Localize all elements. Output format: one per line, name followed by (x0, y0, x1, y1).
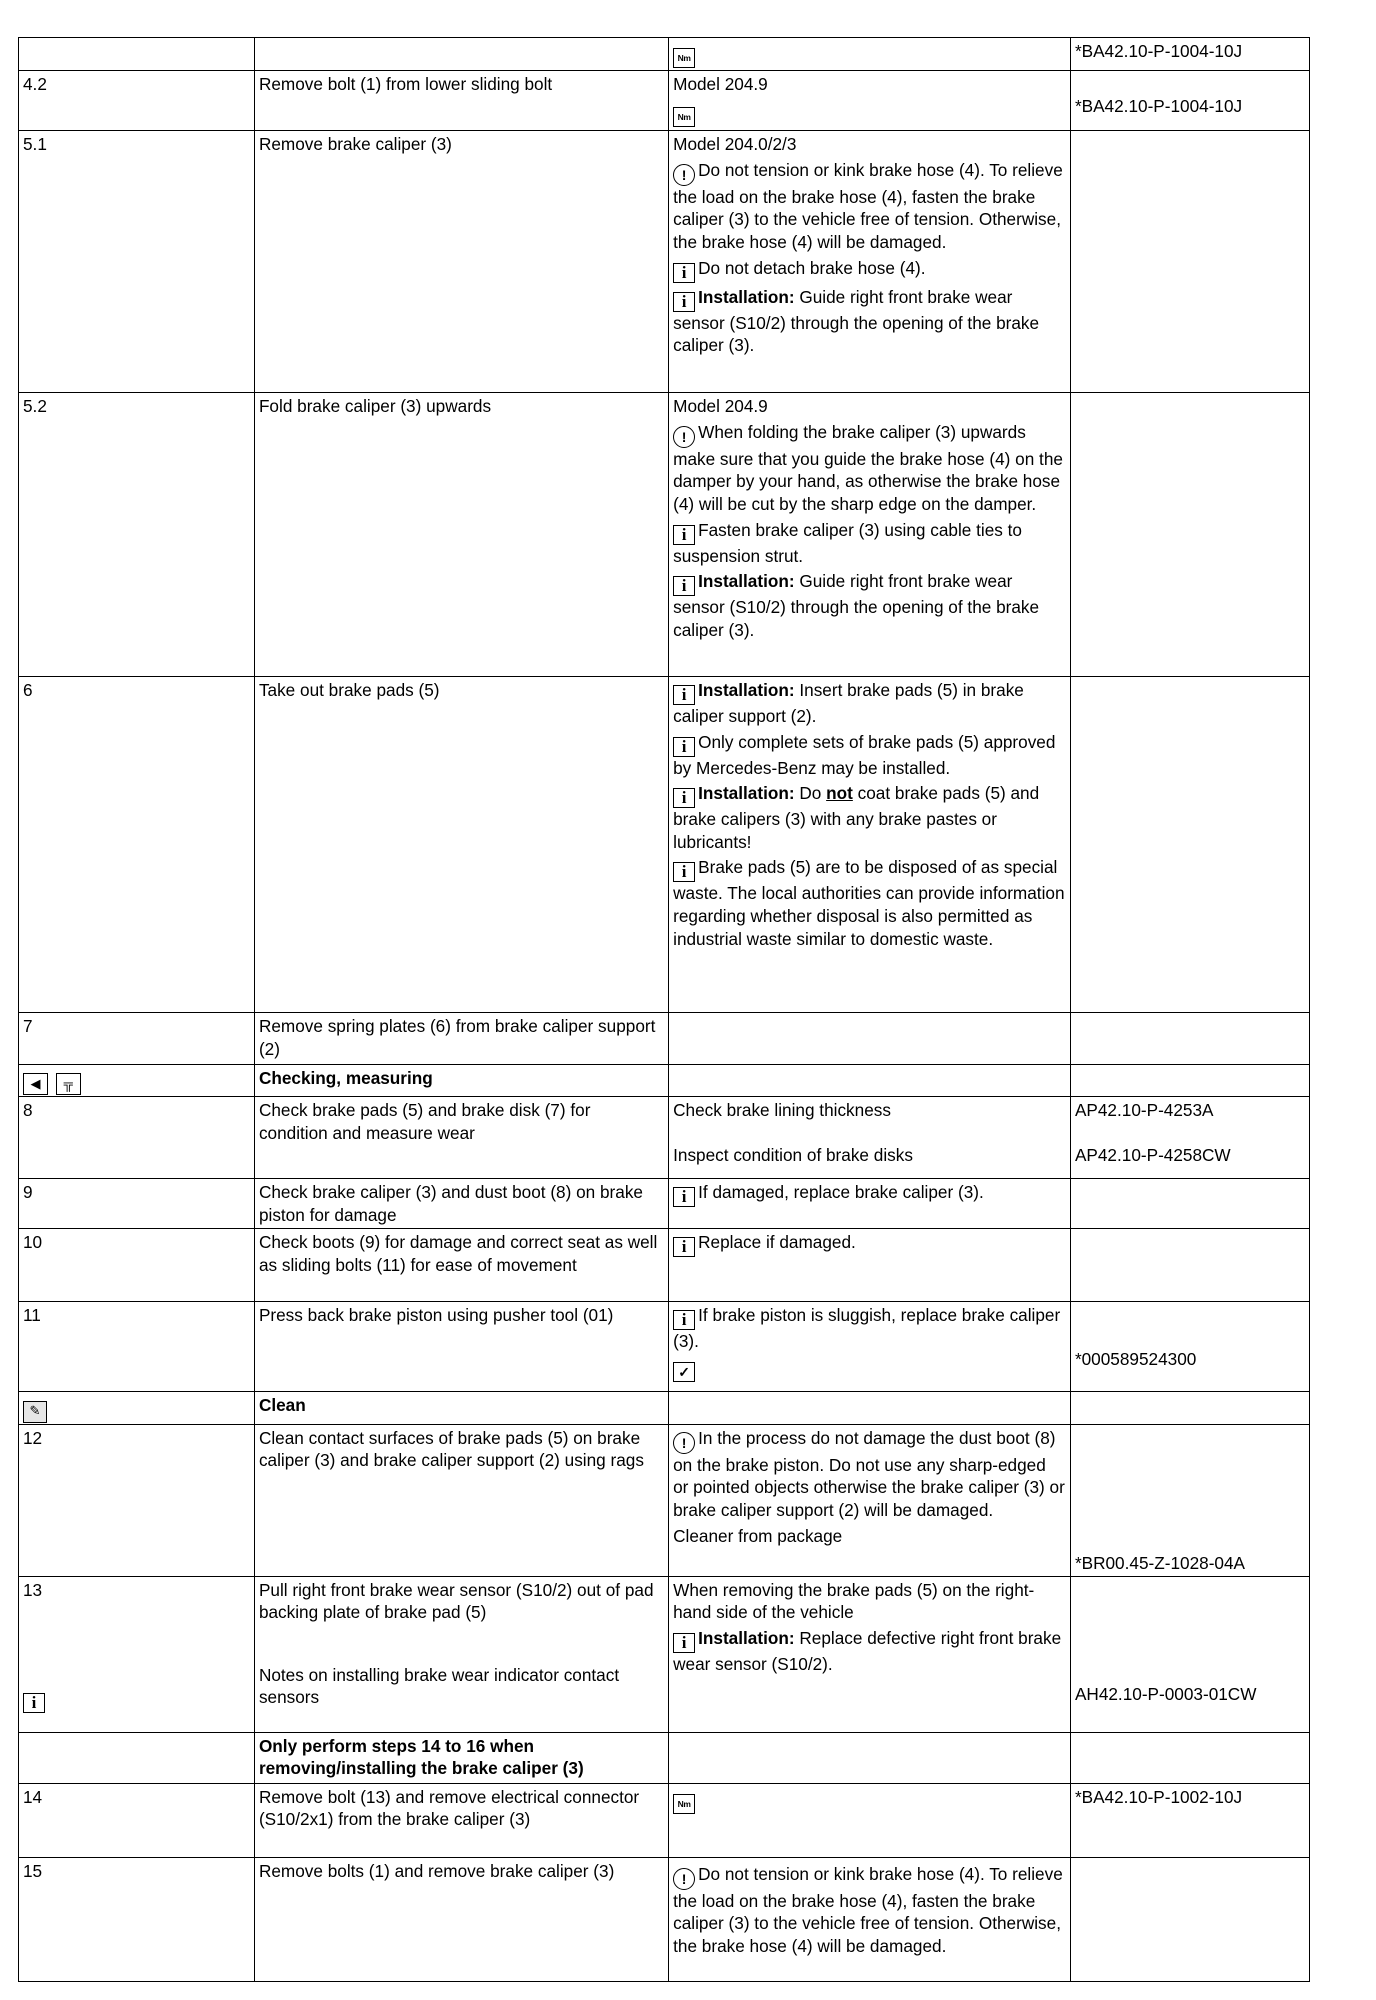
info-icon: i (673, 525, 695, 545)
step-number: 12 (23, 1427, 43, 1448)
note-cell (669, 1302, 1071, 1392)
warning-text: Do not tension or kink brake hose (4). To relieve the load on the brake hose (4), fasten the brake caliper (3) to the vehicle free of tension. Otherwise, the brake hose (4) will be damaged. (673, 1863, 1063, 1957)
action-cell (254, 677, 668, 1013)
action-cell (254, 1097, 668, 1179)
table-row (19, 1783, 1310, 1857)
info-icon: i (673, 1237, 695, 1257)
section-row (19, 1732, 1310, 1783)
action-text: Fold brake caliper (3) upwards (258, 396, 492, 416)
note-cell (669, 1392, 1071, 1424)
box-key-icon: ╦ (56, 1073, 81, 1095)
section-icon-cell (19, 1392, 255, 1424)
info-text: Insert brake pads (5) in brake caliper support (2). (673, 680, 1024, 726)
ref-cell[interactable] (1070, 1302, 1309, 1392)
info-text: Guide right front brake wear sensor (S10/2) through the opening of the brake caliper (3). (673, 286, 1040, 356)
action-text: Check brake pads (5) and brake disk (7) for condition and measure wear (258, 1100, 591, 1143)
step-cell (19, 1013, 255, 1065)
info-text: coat brake pads (5) and brake calipers (3) with any brake pastes or lubricants! (673, 783, 1040, 852)
note-cell (669, 677, 1071, 1013)
action-text: Remove bolt (13) and remove electrical connector (S10/2x1) from the brake caliper (3) (258, 1786, 640, 1830)
info-text: Do not detach brake hose (4). (698, 257, 926, 278)
torque-nm-icon: Nm (673, 107, 695, 127)
warning-icon: ! (673, 164, 695, 186)
note-text: Check brake lining thickness (673, 1100, 891, 1121)
note-cell (669, 1229, 1071, 1302)
step-number: 6 (23, 680, 33, 700)
ref-cell (1070, 131, 1309, 393)
step-cell (19, 38, 255, 71)
warning-text: In the process do not damage the dust boot (8) on the brake piston. Do not use any sharp-edged or pointed objects otherwise the brake caliper (3) or brake caliper support (2) will be damaged. (673, 1427, 1065, 1521)
ref-link[interactable]: *000589524300 (1074, 1349, 1197, 1370)
clean-icon: ✎ (23, 1401, 47, 1423)
note-text: Cleaner from package (673, 1525, 843, 1546)
step-cell (19, 1229, 255, 1302)
action-text: Remove bolt (1) from lower sliding bolt (258, 74, 553, 94)
installation-label: Installation: (698, 1627, 795, 1648)
info-icon: i (673, 1633, 695, 1653)
ref-link[interactable]: *BR00.45-Z-1028-04A (1074, 1553, 1245, 1573)
step-number: 13 (23, 1579, 43, 1600)
table-row (19, 1857, 1310, 1981)
step-cell (19, 1424, 255, 1576)
step-cell (19, 393, 255, 677)
info-icon: i (673, 292, 695, 312)
table-row (19, 1576, 1310, 1732)
action-cell (254, 393, 668, 677)
note-cell (669, 131, 1071, 393)
action-text: Pull right front brake wear sensor (S10/2) out of pad backing plate of brake pad (5) (258, 1579, 654, 1623)
info-icon: i (673, 1187, 695, 1207)
info-text: Replace defective right front brake wear sensor (S10/2). (673, 1627, 1062, 1674)
step-cell (19, 1179, 255, 1229)
step-number: 4.2 (23, 74, 47, 94)
table-row (19, 71, 1310, 131)
box-arrow-icon: ◀ (23, 1073, 48, 1095)
step-cell (19, 131, 255, 393)
note-cell (669, 1097, 1071, 1179)
table-row (19, 1302, 1310, 1392)
table-row (19, 677, 1310, 1013)
note-cell (669, 1179, 1071, 1229)
info-icon: i (673, 862, 695, 882)
action-text: Clean contact surfaces of brake pads (5) on brake caliper (3) and brake caliper support (2) using rags (258, 1427, 644, 1471)
step-cell (19, 71, 255, 131)
ref-link[interactable]: *BA42.10-P-1004-10J (1074, 96, 1243, 116)
action-cell (254, 131, 668, 393)
ref-cell (1070, 1392, 1309, 1424)
info-icon: i (673, 1310, 695, 1330)
info-text: Guide right front brake wear sensor (S10/2) through the opening of the brake caliper (3). (673, 571, 1040, 640)
installation-label: Installation: (698, 571, 795, 592)
action-cell (254, 71, 668, 131)
model-text: Model 204.9 (673, 396, 768, 416)
note-cell (669, 1857, 1071, 1981)
info-icon: i (673, 263, 695, 283)
model-text: Model 204.0/2/3 (673, 134, 797, 154)
table-row (19, 38, 1310, 71)
table-row (19, 1229, 1310, 1302)
table-row (19, 1013, 1310, 1065)
warning-text: When folding the brake caliper (3) upwards make sure that you guide the brake hose (4) on the damper by your hand, as otherwise the brake hose (4) will be cut by the sharp edge on the damper. (673, 421, 1063, 515)
step-number: 7 (23, 1016, 33, 1036)
action-text: Check boots (9) for damage and correct seat as well as sliding bolts (11) for ease of movement (258, 1232, 658, 1275)
table-row (19, 1424, 1310, 1576)
action-text: Take out brake pads (5) (258, 680, 440, 700)
step-cell (19, 677, 255, 1013)
step-number: 14 (23, 1786, 43, 1807)
step-cell (19, 1097, 255, 1179)
action-text: Press back brake piston using pusher tool (01) (258, 1305, 614, 1326)
note-cell (669, 1065, 1071, 1097)
info-icon: i (673, 788, 695, 808)
action-cell (254, 1576, 668, 1732)
ref-cell (1070, 1065, 1309, 1097)
note-text: When removing the brake pads (5) on the right-hand side of the vehicle (673, 1579, 1035, 1623)
note-cell (669, 1732, 1071, 1783)
action-text: Check brake caliper (3) and dust boot (8) on brake piston for damage (258, 1182, 643, 1225)
info-text: Replace if damaged. (698, 1232, 856, 1253)
table-row (19, 1097, 1310, 1179)
ref-cell[interactable] (1070, 71, 1309, 131)
step-cell (19, 1857, 255, 1981)
action-cell (254, 1783, 668, 1857)
torque-nm-icon: Nm (673, 48, 695, 68)
section-title: Checking, measuring (254, 1065, 668, 1097)
ref-cell[interactable] (1070, 1576, 1309, 1732)
ref-cell (1070, 1013, 1309, 1065)
model-text: Model 204.9 (673, 74, 768, 94)
step-number: 9 (23, 1182, 33, 1203)
section-icon-cell (19, 1065, 255, 1097)
action-cell (254, 1302, 668, 1392)
action-cell (254, 38, 668, 71)
note-cell (669, 1013, 1071, 1065)
note-cell (669, 1783, 1071, 1857)
ref-cell (1070, 1179, 1309, 1229)
action-cell (254, 1179, 668, 1229)
info-text: Do (799, 783, 822, 804)
action-link[interactable]: Notes on installing brake wear indicator contact sensors (258, 1664, 620, 1708)
step-number: 11 (23, 1305, 41, 1326)
table-row (19, 393, 1310, 677)
note-cell (669, 1576, 1071, 1732)
info-icon: i (673, 737, 695, 757)
action-cell (254, 1857, 668, 1981)
procedure-table (18, 37, 1310, 1982)
warning-icon: ! (673, 1432, 695, 1454)
note-cell (669, 1424, 1071, 1576)
section-title: Only perform steps 14 to 16 when removing/installing the brake caliper (3) (254, 1732, 668, 1783)
info-text: Only complete sets of brake pads (5) approved by Mercedes-Benz may be installed. (673, 731, 1056, 778)
ref-cell (1070, 1229, 1309, 1302)
info-text: Fasten brake caliper (3) using cable ties to suspension strut. (673, 519, 1022, 566)
note-cell (669, 71, 1071, 131)
info-text: If brake piston is sluggish, replace brake caliper (3). (673, 1305, 1061, 1352)
ref-link[interactable]: AH42.10-P-0003-01CW (1074, 1683, 1257, 1704)
ref-cell (1070, 1732, 1309, 1783)
info-icon: i (673, 576, 695, 596)
ref-link[interactable]: AP42.10-P-4253A (1074, 1100, 1214, 1121)
emphasis-text: not (826, 783, 853, 804)
warning-icon: ! (673, 426, 695, 448)
ref-cell (1070, 677, 1309, 1013)
warning-icon: ! (673, 1868, 695, 1890)
warning-text: Do not tension or kink brake hose (4). To relieve the load on the brake hose (4), fasten the brake caliper (3) to the vehicle free of tension. Otherwise, the brake hose (4) will be damaged. (673, 159, 1063, 253)
action-cell (254, 1013, 668, 1065)
step-number: 5.1 (23, 134, 47, 154)
section-icon-cell (19, 1732, 255, 1783)
info-icon: i (673, 685, 695, 705)
ref-cell (1070, 1857, 1309, 1981)
ref-link[interactable]: AP42.10-P-4258CW (1074, 1144, 1231, 1165)
table-row (19, 1179, 1310, 1229)
step-cell (19, 1783, 255, 1857)
action-cell (254, 1424, 668, 1576)
action-text: Remove brake caliper (3) (258, 134, 452, 154)
info-text: Brake pads (5) are to be disposed of as special waste. The local authorities can provide information regarding whether disposal is also permitted as industrial waste similar to domestic waste. (673, 857, 1065, 949)
step-number: 15 (23, 1860, 43, 1881)
ref-cell[interactable] (1070, 1783, 1309, 1857)
ref-link[interactable]: *BA42.10-P-1002-10J (1074, 1786, 1243, 1807)
ref-cell[interactable] (1070, 1097, 1309, 1179)
table-row (19, 131, 1310, 393)
note-cell (669, 393, 1071, 677)
action-cell (254, 1229, 668, 1302)
torque-nm-icon: Nm (673, 1794, 695, 1814)
step-cell (19, 1576, 255, 1732)
action-text: Remove bolts (1) and remove brake caliper (3) (258, 1860, 615, 1881)
section-title: Clean (254, 1392, 668, 1424)
note-text: Inspect condition of brake disks (673, 1144, 913, 1165)
ref-link[interactable]: *BA42.10-P-1004-10J (1074, 41, 1243, 61)
note-cell (669, 38, 1071, 71)
ref-cell[interactable] (1070, 38, 1309, 71)
ref-cell[interactable] (1070, 1424, 1309, 1576)
section-row (19, 1065, 1310, 1097)
step-number: 5.2 (23, 396, 47, 416)
special-tool-icon: ✓ (673, 1362, 695, 1382)
info-icon: i (23, 1693, 45, 1713)
section-row (19, 1392, 1310, 1424)
step-number: 10 (23, 1232, 43, 1253)
action-text: Remove spring plates (6) from brake caliper support (2) (258, 1016, 656, 1059)
info-text: If damaged, replace brake caliper (3). (698, 1182, 984, 1203)
installation-label: Installation: (698, 783, 795, 804)
ref-cell (1070, 393, 1309, 677)
step-cell (19, 1302, 255, 1392)
installation-label: Installation: (698, 286, 795, 307)
installation-label: Installation: (698, 680, 795, 700)
step-number: 8 (23, 1100, 33, 1121)
